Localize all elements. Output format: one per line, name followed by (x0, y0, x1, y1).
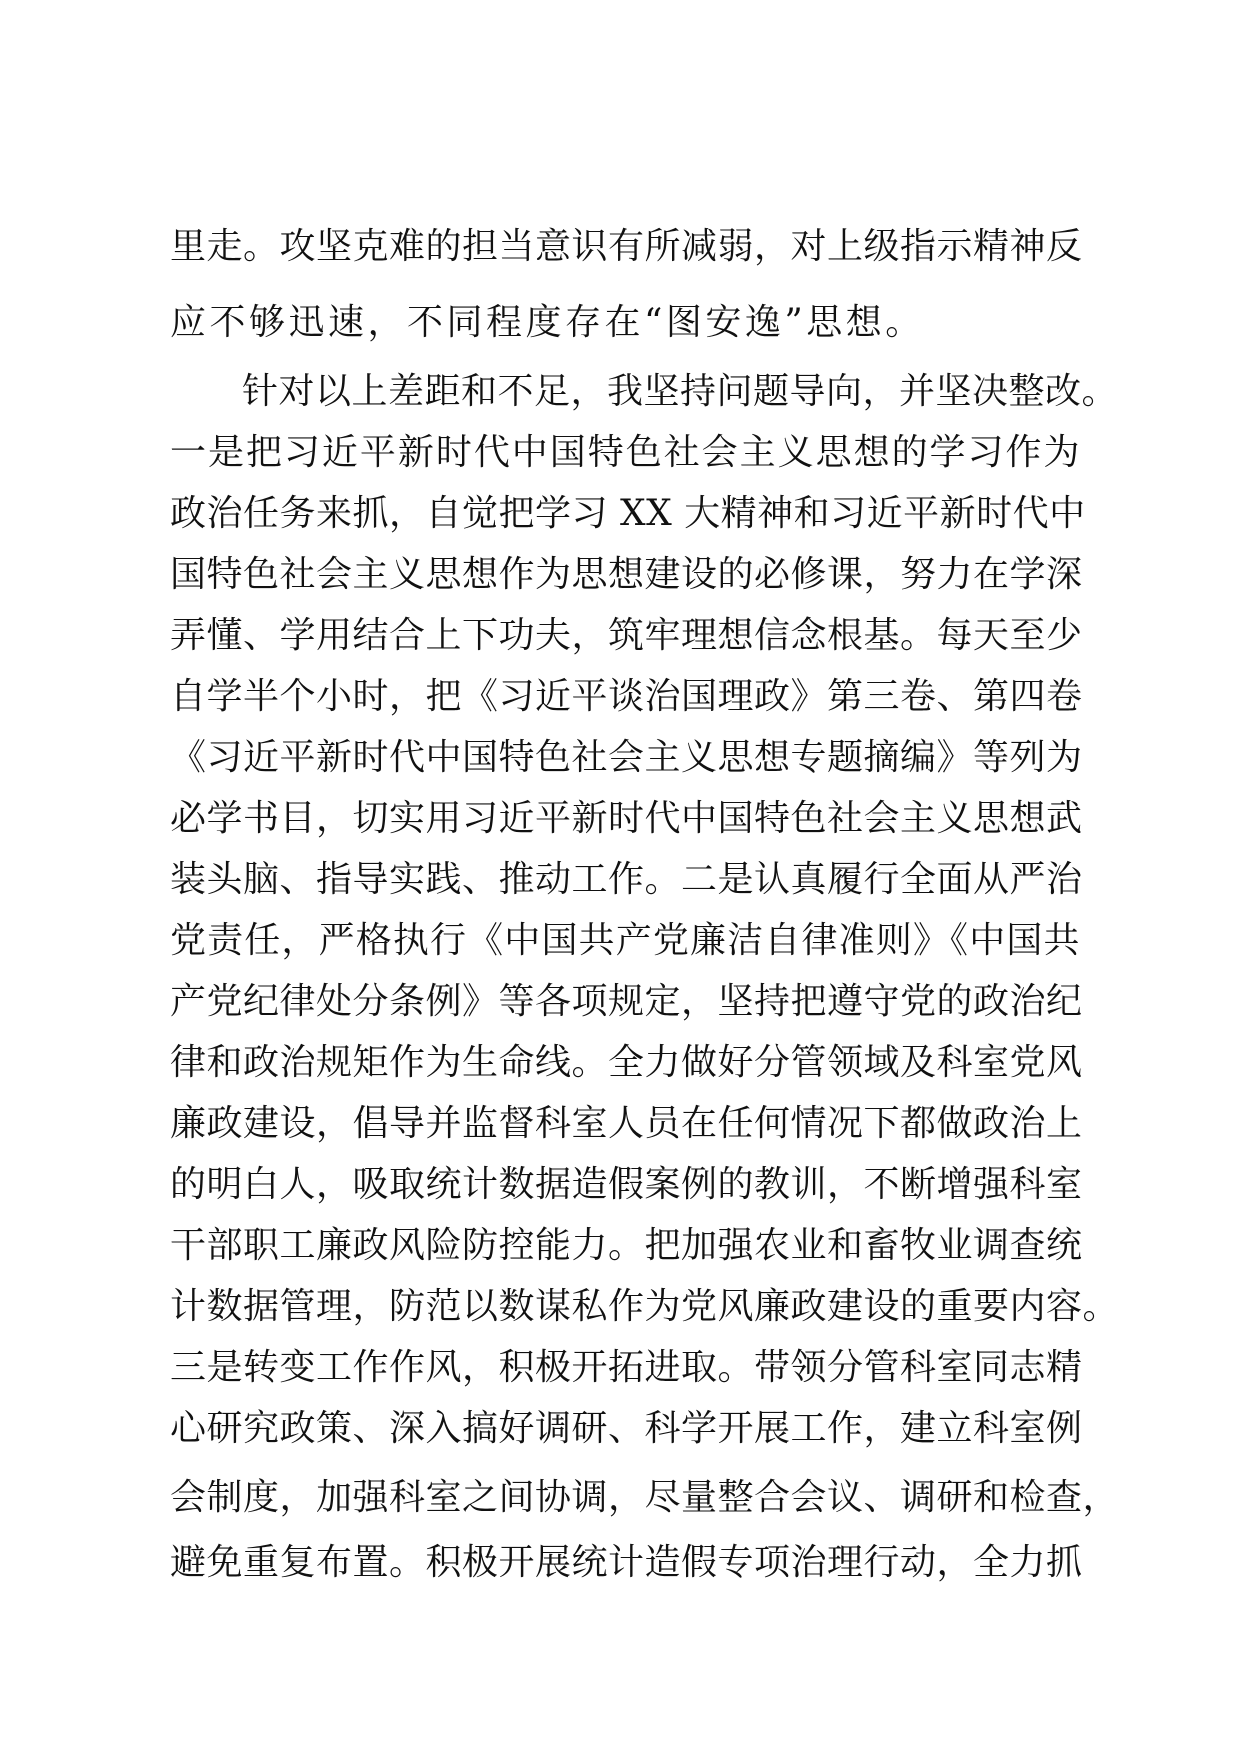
text-line: 国特色社会主义思想作为思想建设的必修课，努力在学深 (170, 554, 1083, 595)
text-line: 计数据管理，防范以数谋私作为党风廉政建设的重要内容。 (170, 1286, 1120, 1327)
text-line: 装头脑、指导实践、推动工作。二是认真履行全面从严治 (170, 859, 1083, 900)
text-line: 必学书目，切实用习近平新时代中国特色社会主义思想武 (170, 798, 1083, 839)
text-line: 一是把习近平新时代中国特色社会主义思想的学习作为 (170, 432, 1080, 473)
text-line: 律和政治规矩作为生命线。全力做好分管领域及科室党风 (170, 1042, 1083, 1083)
text-line: 弄懂、学用结合上下功夫，筑牢理想信念根基。每天至少 (170, 615, 1083, 656)
text-line: 应不够迅速，不同程度存在“图安逸”思想。 (170, 302, 925, 343)
text-line: 三是转变工作作风，积极开拓进取。带领分管科室同志精 (170, 1347, 1083, 1388)
text-line: 廉政建设，倡导并监督科室人员在任何情况下都做政治上 (170, 1103, 1083, 1144)
text-line: 政治任务来抓，自觉把学习 XX 大精神和习近平新时代中 (170, 493, 1086, 534)
text-line: 会制度，加强科室之间协调，尽量整合会议、调研和检查， (170, 1477, 1120, 1518)
text-line: 里走。攻坚克难的担当意识有所减弱，对上级指示精神反 (170, 226, 1083, 267)
paragraph-first-line: 针对以上差距和不足，我坚持问题导向，并坚决整改。 (242, 371, 1119, 412)
text-line: 《习近平新时代中国特色社会主义思想专题摘编》等列为 (170, 737, 1083, 778)
text-line: 的明白人，吸取统计数据造假案例的教训，不断增强科室 (170, 1164, 1083, 1205)
text-line: 心研究政策、深入搞好调研、科学开展工作，建立科室例 (170, 1408, 1083, 1449)
text-line: 避免重复布置。积极开展统计造假专项治理行动，全力抓 (170, 1542, 1083, 1583)
text-line: 党责任，严格执行《中国共产党廉洁自律准则》《中国共 (170, 920, 1080, 961)
text-line: 产党纪律处分条例》等各项规定，坚持把遵守党的政治纪 (170, 981, 1083, 1022)
text-line: 干部职工廉政风险防控能力。把加强农业和畜牧业调查统 (170, 1225, 1083, 1266)
text-line: 自学半个小时，把《习近平谈治国理政》第三卷、第四卷 (170, 676, 1083, 717)
